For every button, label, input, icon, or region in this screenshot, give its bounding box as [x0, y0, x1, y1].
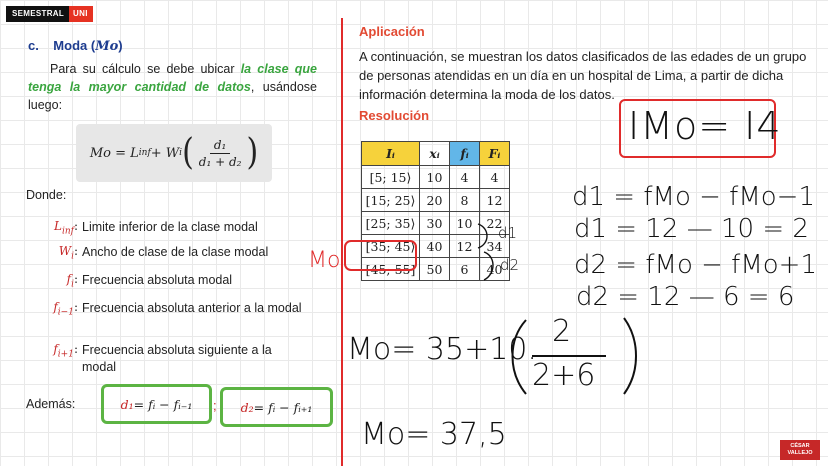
d1-tag: d1	[498, 224, 518, 242]
header-cum-freq: Fᵢ	[480, 142, 510, 166]
formula-denominator: d₁ + d₂	[198, 154, 242, 169]
def-symbol: $f_{i+1}$:	[53, 342, 78, 360]
cell-cum-freq: 22	[480, 212, 510, 235]
d2-box	[220, 387, 333, 427]
d1-box	[101, 384, 212, 424]
ademas-label: Además:	[26, 397, 76, 411]
logo-line1: CÉSAR	[790, 443, 810, 449]
badge-uni: UNI	[69, 6, 93, 22]
section-heading	[28, 38, 123, 54]
cell-interval: [25; 35⟩	[362, 212, 420, 235]
d1-expr: = fᵢ − fᵢ₋₁	[133, 396, 193, 412]
cell-mark: 30	[420, 212, 450, 235]
modal-row-highlight	[344, 240, 417, 271]
d2-symbol: d₂	[240, 399, 254, 415]
cell-interval: [5; 15⟩	[362, 166, 420, 189]
def-symbol: $f_i$:	[66, 272, 78, 290]
header-mark: xᵢ	[420, 142, 450, 166]
cell-interval: [35; 45⟩	[362, 235, 420, 258]
cell-interval: [45; 55]	[362, 258, 420, 281]
semester-badge	[6, 6, 93, 22]
mo-expression: Mo= 35+10.	[347, 332, 537, 367]
mo-annotation: Mo	[308, 248, 341, 273]
cell-freq: 6	[450, 258, 480, 281]
formula-plus: + W	[150, 145, 180, 161]
formula-sub-inf: inf	[138, 148, 151, 158]
imo-equation: IMo= I4	[628, 104, 782, 148]
def-text: Ancho de clase de la clase modal	[82, 245, 269, 259]
def-text: Frecuencia absoluta modal	[82, 273, 233, 287]
table-row	[362, 166, 510, 189]
cell-cum-freq: 12	[480, 189, 510, 212]
logo-line2: VALLEJO	[787, 450, 813, 456]
badge-semestral: SEMESTRAL	[6, 6, 69, 22]
hw-line3: d2 = fMo − fMo+1	[574, 250, 817, 280]
table-row	[362, 189, 510, 212]
para-start: Para su cálculo se debe ubicar	[50, 62, 241, 76]
hw-frac-num: 2	[552, 314, 572, 349]
cell-cum-freq: 34	[480, 235, 510, 258]
mode-formula	[76, 124, 272, 182]
cell-mark: 40	[420, 235, 450, 258]
cell-mark: 20	[420, 189, 450, 212]
cell-interval: [15; 25⟩	[362, 189, 420, 212]
application-title: Aplicación	[359, 24, 425, 39]
formula-numerator: d₁	[210, 138, 231, 154]
formula-lhs: Mo = L	[89, 145, 139, 161]
cell-cum-freq: 4	[480, 166, 510, 189]
definition-fi-plus	[30, 342, 302, 376]
hw-line2: d1 = 12 — 10 = 2	[574, 214, 809, 244]
header-freq: fᵢ	[450, 142, 480, 166]
definition-fi	[30, 272, 302, 289]
d1-symbol: d₁	[120, 396, 134, 412]
cell-freq: 12	[450, 235, 480, 258]
heading-close: )	[118, 38, 123, 53]
cell-freq: 10	[450, 212, 480, 235]
heading-prefix: c.	[28, 38, 39, 53]
intro-paragraph	[28, 60, 317, 114]
d2-expr: = fᵢ − fᵢ₊₁	[253, 399, 313, 415]
mo-result: Mo= 37,5	[361, 417, 507, 452]
definition-wi	[30, 244, 302, 261]
def-text: Limite inferior de la clase modal	[82, 220, 258, 234]
def-symbol: $L_{inf}$:	[53, 219, 78, 237]
definition-fi-minus	[30, 300, 302, 317]
heading-symbol: Mo	[95, 39, 119, 54]
formula-fraction	[195, 138, 246, 169]
column-divider	[341, 18, 343, 466]
def-symbol: $f_{i-1}$:	[53, 300, 78, 318]
paren-open: (	[182, 131, 194, 174]
table-header-row	[362, 142, 510, 166]
def-text: Frecuencia absoluta anterior a la modal	[82, 301, 302, 315]
cell-freq: 8	[450, 189, 480, 212]
cell-cum-freq: 40	[480, 258, 510, 281]
hw-frac-den: 2+6	[532, 358, 596, 393]
para-end: , usándose luego:	[28, 80, 317, 112]
resolution-title: Resolución	[359, 108, 430, 123]
cell-mark: 50	[420, 258, 450, 281]
def-text: Frecuencia absoluta siguiente a la modal	[82, 343, 272, 374]
paren-close: )	[246, 131, 259, 174]
cell-freq: 4	[450, 166, 480, 189]
cesar-vallejo-logo	[780, 440, 820, 460]
header-interval: Iᵢ	[362, 142, 420, 166]
cell-mark: 10	[420, 166, 450, 189]
hw-line4: d2 = 12 — 6 = 6	[576, 282, 795, 312]
semicolon: ;	[213, 398, 217, 413]
d2-tag: d2	[500, 256, 520, 274]
donde-label: Donde:	[26, 188, 67, 202]
application-text: A continuación, se muestran los datos clasificados de las edades de un grupo de personas atendidas en un día en un hospital de Lima, a partir de dicha información determina la moda de los datos.	[359, 49, 807, 102]
definition-linf	[30, 219, 302, 236]
hw-line1: d1 = fMo − fMo−1	[572, 182, 815, 212]
formula-sub-i: i	[179, 148, 183, 158]
def-symbol: $W_i$:	[58, 244, 78, 262]
para-highlight: la clase que tenga la mayor cantidad de datos	[28, 62, 317, 94]
heading-text: Moda (	[53, 38, 96, 53]
